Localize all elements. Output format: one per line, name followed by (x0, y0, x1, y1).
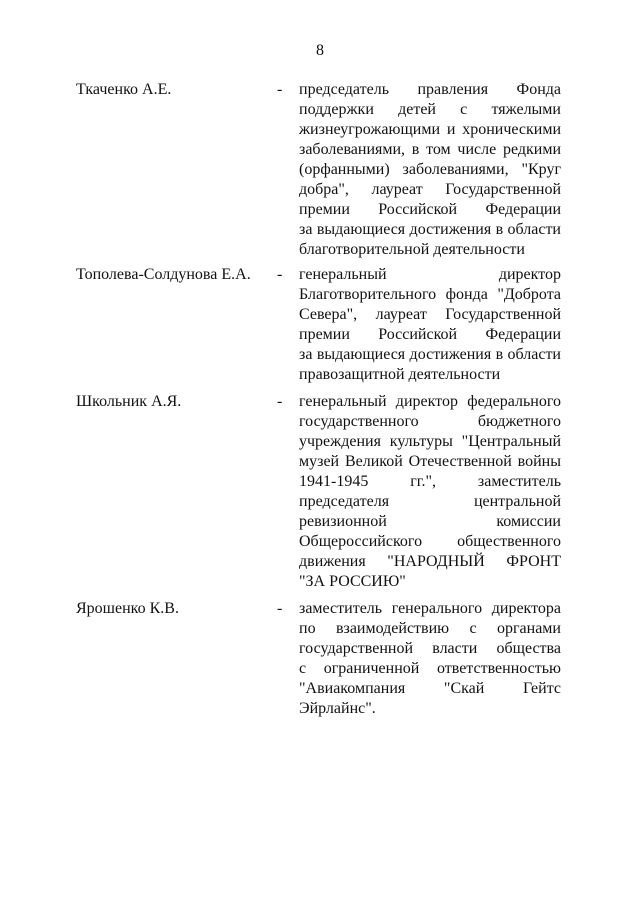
member-description (299, 265, 561, 385)
description-line: заболеваниями, в том числе редкими (299, 141, 561, 158)
description-line: Благотворительного фонда "Доброта (299, 286, 561, 303)
members-list (0, 80, 640, 719)
page-number: 8 (316, 42, 324, 59)
description-line: добра", лауреат Государственной (299, 181, 561, 198)
member-name: Ткаченко А.Е. (76, 81, 172, 98)
description-line: председатель правления Фонда (299, 81, 561, 98)
description-line: Общероссийского общественного (299, 533, 561, 550)
description-line: генеральный директор федерального (299, 393, 561, 410)
description-line: благотворительной деятельности (299, 241, 525, 258)
description-line: музей Великой Отечественной войны (299, 453, 561, 470)
description-line: поддержки детей с тяжелыми (299, 101, 561, 118)
description-line: жизнеугрожающими и хроническими (299, 121, 561, 138)
description-line: движения "НАРОДНЫЙ ФРОНТ (299, 553, 561, 570)
description-line: премии Российской Федерации (299, 201, 561, 218)
list-item (0, 265, 640, 385)
description-line: "ЗА РОССИЮ" (299, 573, 406, 590)
list-item (0, 599, 640, 719)
member-name: Тополева-Солдунова Е.А. (76, 266, 251, 283)
description-line: государственного бюджетного (299, 413, 561, 430)
description-line: премии Российской Федерации (299, 326, 561, 343)
dash-separator: - (277, 393, 283, 410)
description-line: 1941-1945 гг.", заместитель (299, 473, 561, 490)
description-line: с ограниченной ответственностью (299, 660, 561, 677)
description-line: учреждения культуры "Центральный (299, 433, 561, 450)
description-line: правозащитной деятельности (299, 366, 501, 383)
description-line: председателя центральной (299, 493, 561, 510)
member-description (299, 392, 561, 592)
member-name: Ярошенко К.В. (76, 600, 179, 617)
description-line: за выдающиеся достижения в области (299, 346, 561, 363)
description-line: заместитель генерального директора (299, 600, 561, 617)
description-line: "Авиакомпания "Скай Гейтс (299, 680, 561, 697)
description-line: Эйрлайнс". (299, 700, 376, 717)
description-line: по взаимодействию с органами (299, 620, 561, 637)
member-name: Школьник А.Я. (76, 393, 182, 410)
member-description (299, 80, 561, 260)
description-line: Севера", лауреат Государственной (299, 306, 561, 323)
dash-separator: - (277, 266, 283, 283)
list-item (0, 80, 640, 260)
dash-separator: - (277, 600, 283, 617)
dash-separator: - (277, 81, 283, 98)
member-description (299, 599, 561, 719)
description-line: государственной власти общества (299, 640, 561, 657)
description-line: генеральный директор (299, 266, 561, 283)
description-line: (орфанными) заболеваниями, "Круг (299, 161, 561, 178)
list-item (0, 392, 640, 592)
description-line: за выдающиеся достижения в области (299, 221, 561, 238)
description-line: ревизионной комиссии (299, 513, 561, 530)
